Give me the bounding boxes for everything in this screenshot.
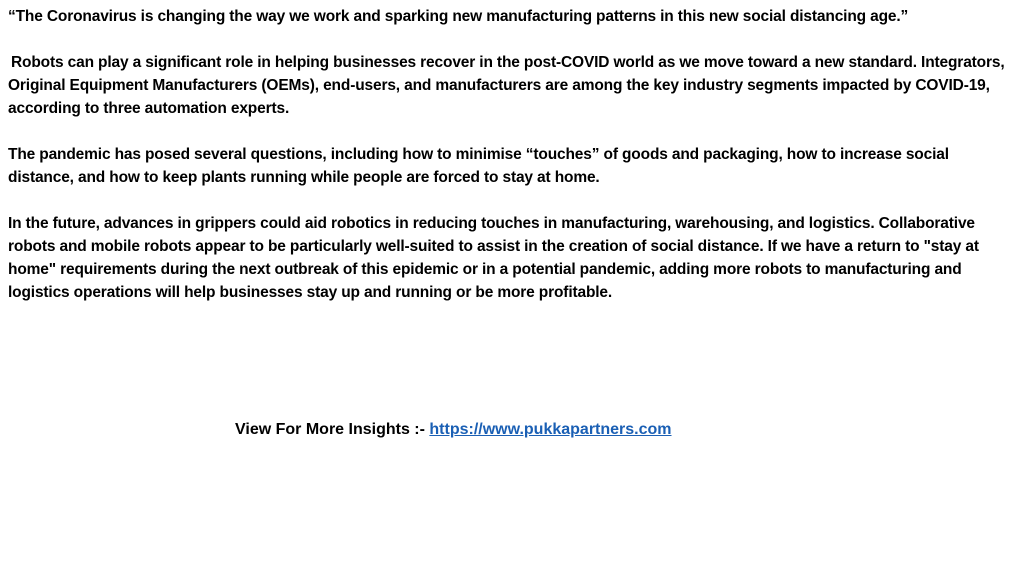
pandemic-questions-paragraph: The pandemic has posed several questions, including how to minimise “touches” of goods and packaging, how to increase social distance, and how to keep plants running while people are forced to stay at home. [8, 146, 949, 186]
quote-paragraph: “The Coronavirus is changing the way we work and sparking new manufacturing patterns in this new social distancing age.” [8, 8, 909, 25]
insights-label: View For More Insights :- [235, 421, 430, 438]
robots-role-paragraph: Robots can play a significant role in helping businesses recover in the post-COVID world as we move toward a new standard. Integrators, Original Equipment Manufacturers (OEMs), end-users, and manufacturers are among the key industry segments impacted by COVID-19, according to three automation experts. [8, 54, 1005, 117]
insights-footer [235, 418, 672, 441]
body-text [8, 5, 1013, 304]
website-link[interactable]: https://www.pukkapartners.com [429, 421, 672, 438]
future-grippers-paragraph: In the future, advances in grippers could aid robotics in reducing touches in manufacturing, warehousing, and logistics. Collaborative robots and mobile robots appear to be particularly well-suited to assist in the creation of social distance. If we have a return to "stay at home" requirements during the next outbreak of this epidemic or in a potential pandemic, adding more robots to manufacturing and logistics operations will help businesses stay up and running or be more profitable. [8, 215, 979, 301]
